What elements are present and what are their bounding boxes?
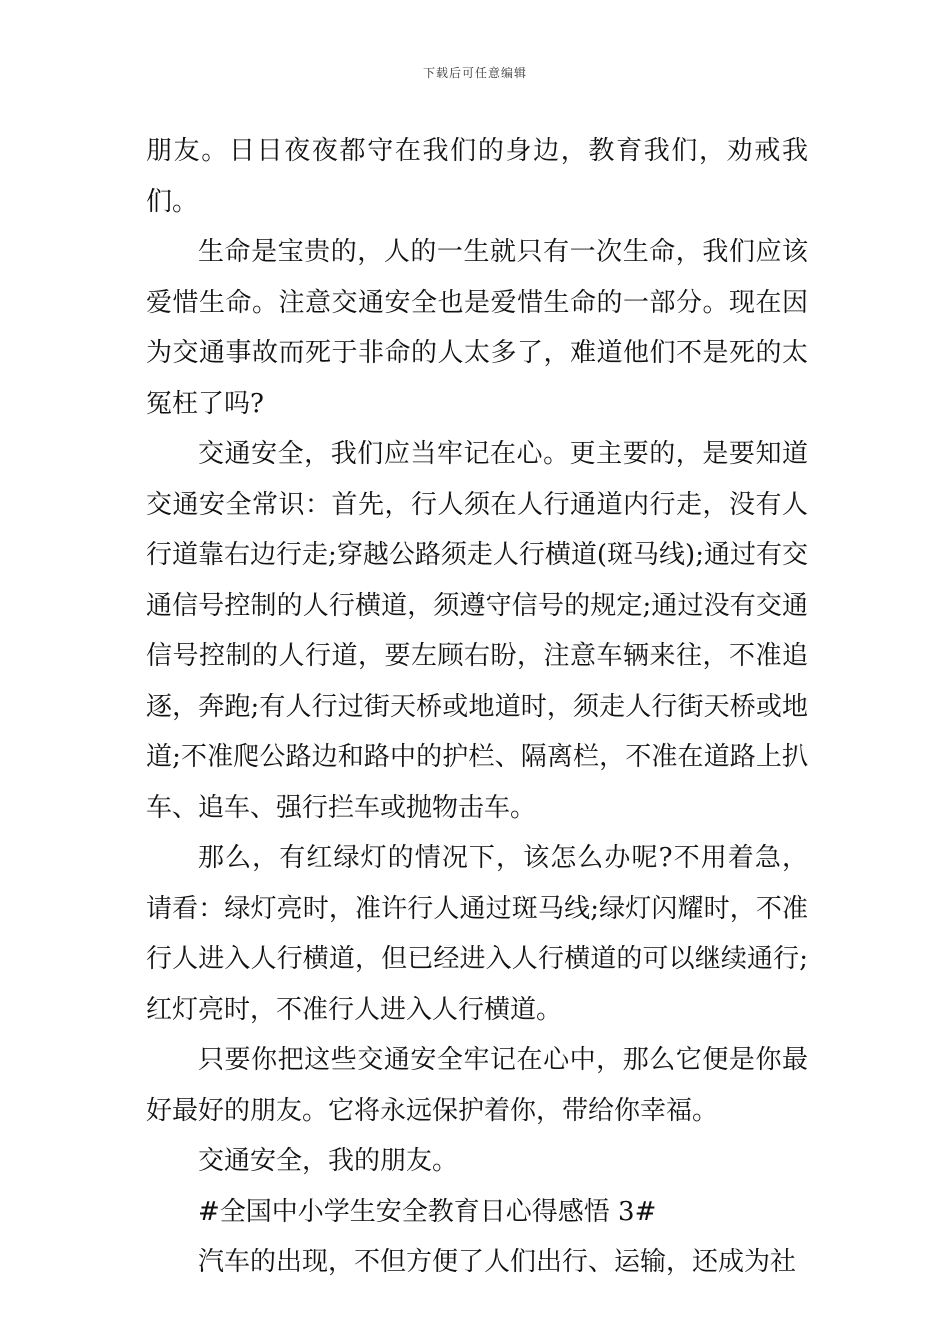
paragraph-remember: 只要你把这些交通安全牢记在心中，那么它便是你最好最好的朋友。它将永远保护着你，带给你幸福。 (146, 1045, 808, 1126)
paragraph-continued: 朋友。日日夜夜都守在我们的身边，教育我们，劝戒我们。 (146, 136, 808, 217)
document-body (146, 126, 808, 1288)
page-header-note: 下载后可任意编辑 (422, 66, 527, 80)
paragraph-traffic-rules: 交通安全，我们应当牢记在心。更主要的，是要知道交通安全常识：首先，行人须在人行通道内行走，没有人行道靠右边行走;穿越公路须走人行横道(斑马线);通过有交通信号控制的人行横道，须遵守信号的规定;通过没有交通信号控制的人行道，要左顾右盼，注意车辆来往，不准追逐，奔跑;有人行过街天桥或地道时，须走人行街天桥或地道;不准爬公路边和路中的护栏、隔离栏，不准在道路上扒车、追车、强行拦车或抛物击车。 (146, 439, 808, 823)
paragraph-life-precious: 生命是宝贵的，人的一生就只有一次生命，我们应该爱惜生命。注意交通安全也是爱惜生命的一部分。现在因为交通事故而死于非命的人太多了，难道他们不是死的太冤枉了吗? (146, 237, 808, 419)
paragraph-my-friend: 交通安全，我的朋友。 (198, 1146, 459, 1176)
paragraph-car-intro: 汽车的出现，不但方便了人们出行、运输，还成为社 (198, 1247, 797, 1277)
paragraph-traffic-lights: 那么，有红绿灯的情况下，该怎么办呢?不用着急，请看：绿灯亮时，准许行人通过斑马线;绿灯闪耀时，不准行人进入人行横道，但已经进入人行横道的可以继续通行;红灯亮时，不准行人进入人行横道。 (146, 843, 808, 1025)
section-heading: #全国中小学生安全教育日心得感悟 3# (198, 1196, 657, 1227)
